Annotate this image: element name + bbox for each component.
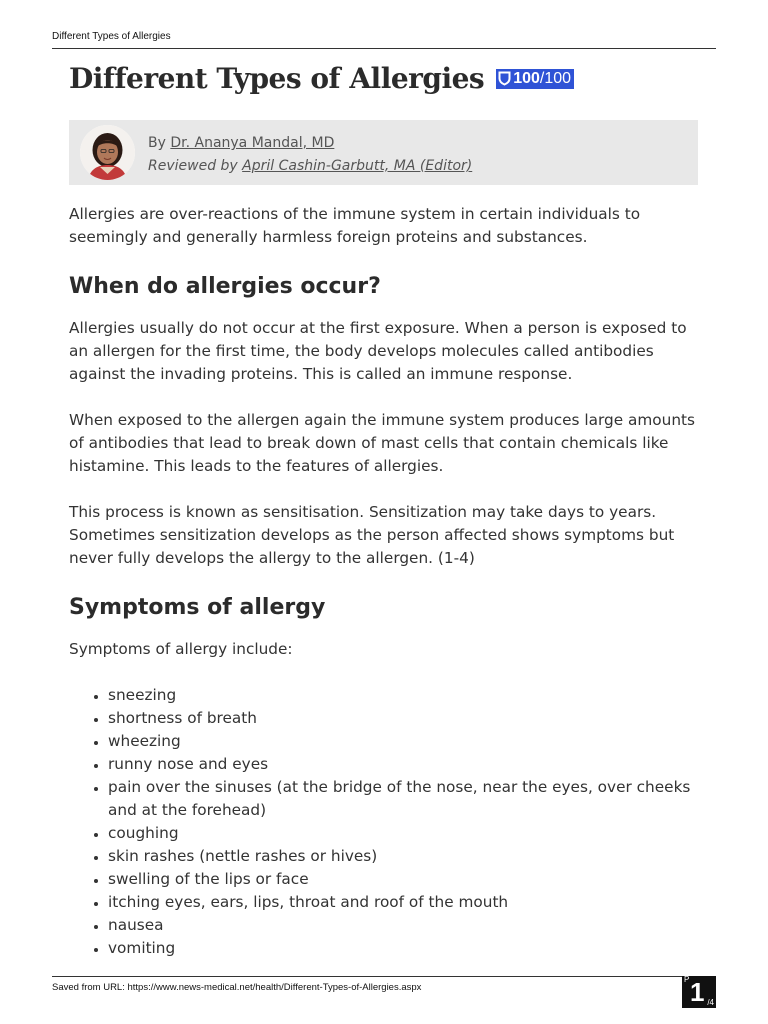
author-by-label: By xyxy=(148,135,166,151)
list-item: • shortness of breath xyxy=(108,707,709,730)
footer-divider xyxy=(52,976,682,977)
reviewer-line xyxy=(148,155,472,178)
score-max: /100 xyxy=(539,69,572,87)
byline xyxy=(148,132,472,178)
list-item: • skin rashes (nettle rashes or hives) xyxy=(108,845,709,868)
page-current: 1 xyxy=(690,977,705,1007)
page-marker: P xyxy=(684,975,690,984)
section-heading-when: When do allergies occur? xyxy=(69,274,381,299)
reviewer-link[interactable]: April Cashin-Garbutt, MA (Editor) xyxy=(242,158,473,174)
list-item: • nausea xyxy=(108,914,709,937)
list-item: • wheezing xyxy=(108,730,709,753)
saved-from-url: Saved from URL: https://www.news-medical.net/health/Different-Types-of-Allergies.aspx xyxy=(52,982,422,993)
author-avatar xyxy=(80,125,135,180)
header-divider xyxy=(52,48,716,49)
author-box xyxy=(69,120,698,185)
symptom-list xyxy=(69,684,709,960)
list-item: • runny nose and eyes xyxy=(108,753,709,776)
article-body xyxy=(69,203,709,960)
paragraph: Allergies usually do not occur at the first exposure. When a person is exposed to an allergen for the first time, the body develops molecules called antibodies against the invading proteins. This is called an immune response. xyxy=(69,319,687,383)
list-item: • pain over the sinuses (at the bridge of the nose, near the eyes, over cheeks and at the forehead) xyxy=(108,776,709,822)
section-heading-symptoms: Symptoms of allergy xyxy=(69,595,326,620)
list-item: • vomiting xyxy=(108,937,709,960)
author-line xyxy=(148,132,472,155)
symptoms-intro: Symptoms of allergy include: xyxy=(69,640,293,658)
list-item: • coughing xyxy=(108,822,709,845)
intro-paragraph: Allergies are over-reactions of the immune system in certain individuals to seemingly and generally harmless foreign proteins and substances. xyxy=(69,205,641,246)
page-title: Different Types of Allergies xyxy=(69,62,485,95)
title-row xyxy=(69,62,574,95)
author-link[interactable]: Dr. Ananya Mandal, MD xyxy=(170,135,335,151)
running-header-title: Different Types of Allergies xyxy=(52,31,171,42)
list-item: • swelling of the lips or face xyxy=(108,868,709,891)
shield-icon xyxy=(498,71,511,86)
page-number-box xyxy=(682,976,716,1008)
paragraph: When exposed to the allergen again the immune system produces large amounts of antibodies that lead to break down of mast cells that contain chemicals like histamine. This leads to the features of allergies. xyxy=(69,411,695,475)
paragraph: This process is known as sensitisation. Sensitization may take days to years. Sometimes sensitization develops as the person affected shows symptoms but never fully develops the allergy to the allergen. (1-4) xyxy=(69,503,675,567)
reviewer-label: Reviewed by xyxy=(148,158,238,174)
page-total: /4 xyxy=(707,998,714,1007)
list-item: • sneezing xyxy=(108,684,709,707)
score-value: 100 xyxy=(513,69,540,87)
list-item: • itching eyes, ears, lips, throat and roof of the mouth xyxy=(108,891,709,914)
score-badge[interactable] xyxy=(496,69,574,89)
